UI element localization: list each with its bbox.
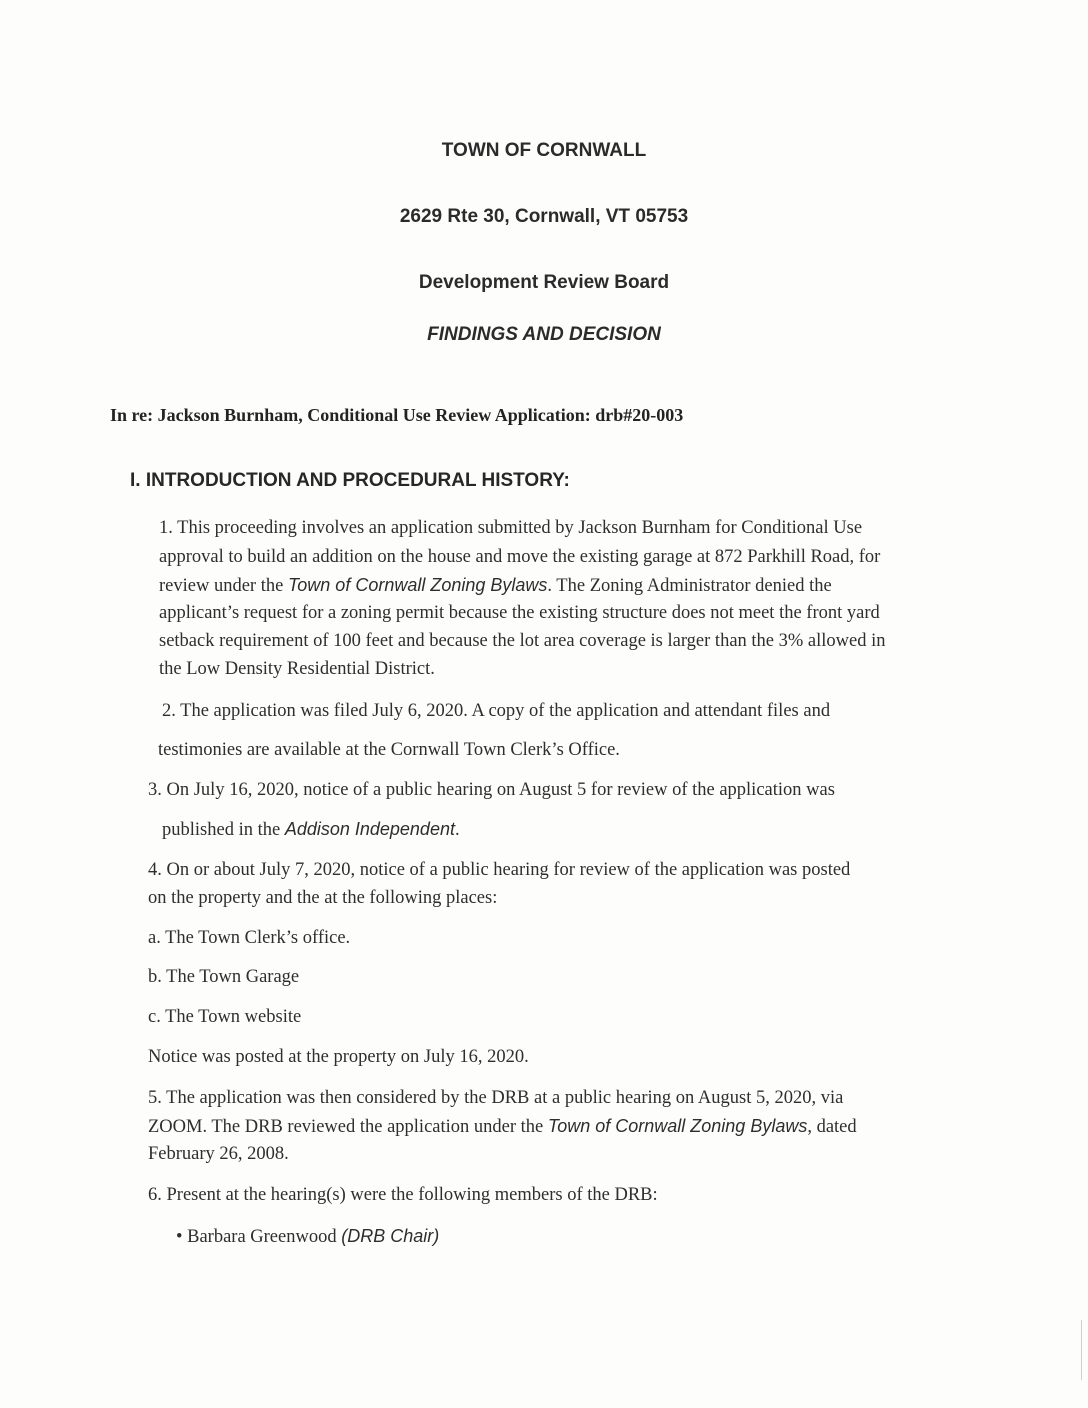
list-item-a: a. The Town Clerk’s office. xyxy=(148,928,351,948)
bullet-icon: • xyxy=(176,1227,183,1247)
p1-line-2: approval to build an addition on the house and move the existing garage at 872 Parkhill Road, for xyxy=(159,547,881,567)
p4-line-1: 4. On or about July 7, 2020, notice of a public hearing for review of the application was posted xyxy=(148,860,851,880)
list-item-c: c. The Town website xyxy=(148,1007,302,1027)
p1-line-4: applicant’s request for a zoning permit because the existing structure does not meet the front yard xyxy=(159,603,880,623)
p6-line-1: 6. Present at the hearing(s) were the following members of the DRB: xyxy=(148,1185,658,1205)
bylaws-title: Town of Cornwall Zoning Bylaws xyxy=(287,575,548,595)
newspaper-title: Addison Independent xyxy=(284,819,455,839)
town-address: 2629 Rte 30, Cornwall, VT 05753 xyxy=(399,206,689,227)
p1-line-3 xyxy=(159,571,832,601)
p1-line-5: setback requirement of 100 feet and because the lot area coverage is larger than the 3% allowed in xyxy=(159,631,886,651)
member-role: (DRB Chair) xyxy=(341,1226,440,1246)
p5-line-2-pre: ZOOM. The DRB reviewed the application under the xyxy=(148,1117,548,1137)
p1-line-1: 1. This proceeding involves an application submitted by Jackson Burnham for Conditional Use xyxy=(159,518,863,538)
bylaws-title-2: Town of Cornwall Zoning Bylaws xyxy=(547,1116,808,1136)
board-name: Development Review Board xyxy=(418,272,670,293)
scan-edge-mark xyxy=(1081,1320,1082,1380)
p1-line-3-post: . The Zoning Administrator denied the xyxy=(547,576,832,596)
member-list-item xyxy=(176,1222,439,1252)
p4-line-2: on the property and the at the following places: xyxy=(148,888,498,908)
member-name: Barbara Greenwood xyxy=(182,1227,342,1247)
p3-line-2 xyxy=(162,815,460,845)
p5-line-2-post: , dated xyxy=(807,1117,857,1137)
p1-line-6: the Low Density Residential District. xyxy=(159,659,435,679)
p2-line-2: testimonies are available at the Cornwall Town Clerk’s Office. xyxy=(158,740,620,760)
p2-line-1: 2. The application was filed July 6, 2020. A copy of the application and attendant files and xyxy=(162,701,831,721)
p5-line-2 xyxy=(148,1112,857,1142)
p3-line-1: 3. On July 16, 2020, notice of a public hearing on August 5 for review of the application was xyxy=(148,780,835,800)
p1-line-3-pre: review under the xyxy=(159,576,288,596)
section-heading: I. INTRODUCTION AND PROCEDURAL HISTORY: xyxy=(130,470,570,491)
notice-posted: Notice was posted at the property on July 16, 2020. xyxy=(148,1047,529,1067)
p5-line-3: February 26, 2008. xyxy=(148,1144,289,1164)
case-reference: In re: Jackson Burnham, Conditional Use Review Application: drb#20-003 xyxy=(110,405,684,425)
list-item-b: b. The Town Garage xyxy=(148,967,300,987)
document-title: FINDINGS AND DECISION xyxy=(427,324,661,345)
p3-line-2-post: . xyxy=(454,820,460,840)
p5-line-1: 5. The application was then considered by the DRB at a public hearing on August 5, 2020, via xyxy=(148,1088,844,1108)
town-name: TOWN OF CORNWALL xyxy=(441,140,647,161)
p3-line-2-pre: published in the xyxy=(162,820,285,840)
